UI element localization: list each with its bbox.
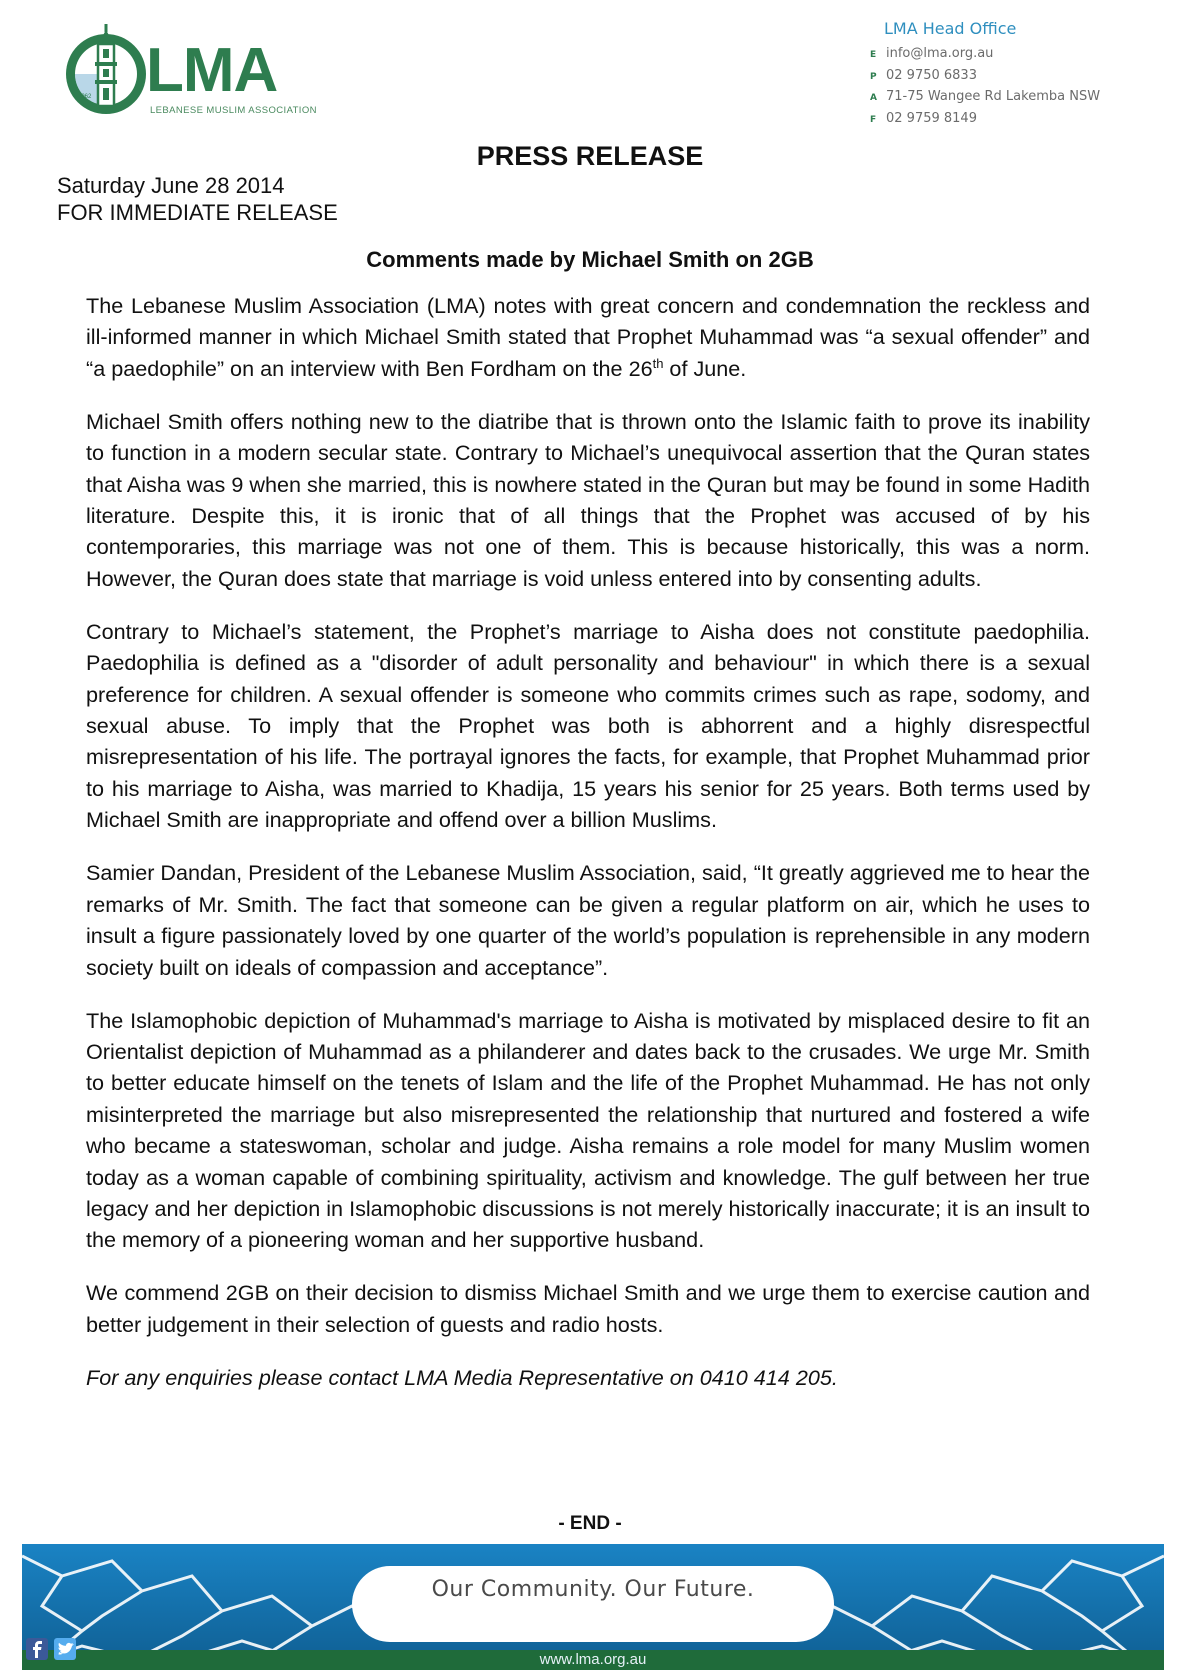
contact-key-fax: F bbox=[870, 114, 877, 125]
release-date: Saturday June 28 2014 bbox=[57, 173, 285, 198]
press-release-title: PRESS RELEASE bbox=[476, 141, 704, 171]
footer-website[interactable]: www.lma.org.au bbox=[539, 1651, 647, 1668]
social-icons-graphic bbox=[24, 1636, 84, 1670]
logo-year: 1962 bbox=[78, 94, 92, 100]
contact-email-value[interactable]: info@lma.org.au bbox=[886, 46, 994, 61]
head-office-title: LMA Head Office bbox=[884, 19, 1017, 38]
contact-key-email: E bbox=[870, 50, 877, 60]
press-headline: Comments made by Michael Smith on 2GB bbox=[366, 247, 814, 272]
footer-banner bbox=[22, 1536, 1164, 1670]
paragraph-1-superscript: th bbox=[652, 355, 664, 371]
paragraph-1-end: of June. bbox=[663, 355, 747, 381]
paragraph-6: We commend 2GB on their decision to dismiss Michael Smith and we urge them to exercise caution and better judgement in their selection of guests and radio hosts. bbox=[86, 1280, 1090, 1337]
paragraph-2: Michael Smith offers nothing new to the diatribe that is thrown onto the Islamic faith to prove its inability to function in a modern secular state. Contrary to Michael’s unequivocal assertion that the Quran states that Aisha was 9 when she married, this is nowhere stated in the Quran but may be found in some Hadith literature. Despite this, it is ironic that of all things that the Prophet was accused of by his contemporaries, this marriage was not one of them. This is because historically, this was a norm. However, the Quran does state that marriage is void unless entered into by consenting adults. bbox=[86, 408, 1090, 591]
release-status: FOR IMMEDIATE RELEASE bbox=[57, 200, 338, 225]
social-links bbox=[24, 1636, 84, 1670]
contact-key-address: A bbox=[870, 93, 877, 103]
contact-key-phone: P bbox=[870, 71, 877, 82]
contact-phone-value: 02 9750 6833 bbox=[886, 67, 977, 83]
contact-email bbox=[870, 44, 1170, 66]
contact-address bbox=[870, 87, 1170, 109]
contact-address-value: 71-75 Wangee Rd Lakemba NSW bbox=[886, 89, 1101, 104]
head-office-contact bbox=[870, 18, 1170, 130]
logo-subtitle: LEBANESE MUSLIM ASSOCIATION bbox=[150, 105, 317, 116]
facebook-icon[interactable] bbox=[26, 1638, 48, 1660]
paragraph-5: The Islamophobic depiction of Muhammad's marriage to Aisha is motivated by misplaced desire to fit an Orientalist depiction of Muhammad as a philanderer and dates back to the crusades. We urge Mr. Smith to better educate himself on the tenets of Islam and the life of the Prophet Muhammad. He has not only misinterpreted the marriage but also misrepresented the relationship that nurtured and fostered a wife who became a stateswoman, scholar and judge. Aisha remains a role model for many Muslim women today as a woman capable of combining spirituality, activism and knowledge. The gulf between her true legacy and her depiction in Islamophobic discussions is not merely historically inaccurate; it is an insult to the memory of a pioneering woman and her supportive husband. bbox=[86, 1007, 1090, 1253]
paragraph-4: Samier Dandan, President of the Lebanese Muslim Association, said, “It greatly aggrieved me to hear the remarks of Mr. Smith. The fact that someone can be given a regular platform on air, which he uses to insult a figure passionately loved by one quarter of the world’s population is reprehensible in any modern society built on ideals of compassion and acceptance”. bbox=[86, 860, 1090, 980]
end-marker: - END - bbox=[558, 1513, 622, 1534]
contact-fax-value: 02 9759 8149 bbox=[886, 110, 977, 126]
paragraph-1 bbox=[86, 290, 1090, 384]
enquiry-note: For any enquiries please contact LMA Media Representative on 0410 414 205. bbox=[86, 1364, 838, 1390]
footer-tagline: Our Community. Our Future. bbox=[431, 1577, 755, 1602]
twitter-icon[interactable] bbox=[54, 1638, 76, 1660]
lma-logo bbox=[64, 22, 317, 126]
contact-fax bbox=[870, 109, 1170, 131]
contact-phone bbox=[870, 66, 1170, 88]
paragraph-1-text: The Lebanese Muslim Association (LMA) notes with great concern and condemnation the reckless and ill-informed manner in which Michael Smith stated that Prophet Muhammad was “a sexual offender” and “a paedophile” on an interview with Ben Fordham on the 26 bbox=[86, 293, 1090, 381]
logo-wordmark: LMA bbox=[146, 36, 278, 105]
press-body bbox=[86, 290, 1090, 1415]
paragraph-3: Contrary to Michael’s statement, the Prophet’s marriage to Aisha does not constitute paedophilia. Paedophilia is defined as a "disorder of adult personality and behaviour" in which there is a sexual preference for children. A sexual offender is someone who commits crimes such as rape, sodomy, and sexual abuse. To imply that the Prophet was both is abhorrent and a highly disrespectful misrepresentation of his life. The portrayal ignores the facts, for example, that Prophet Muhammad prior to his marriage to Aisha, was married to Khadija, 15 years his senior for 25 years. Both terms used by Michael Smith are inappropriate and offend over a billion Muslims. bbox=[86, 618, 1090, 833]
